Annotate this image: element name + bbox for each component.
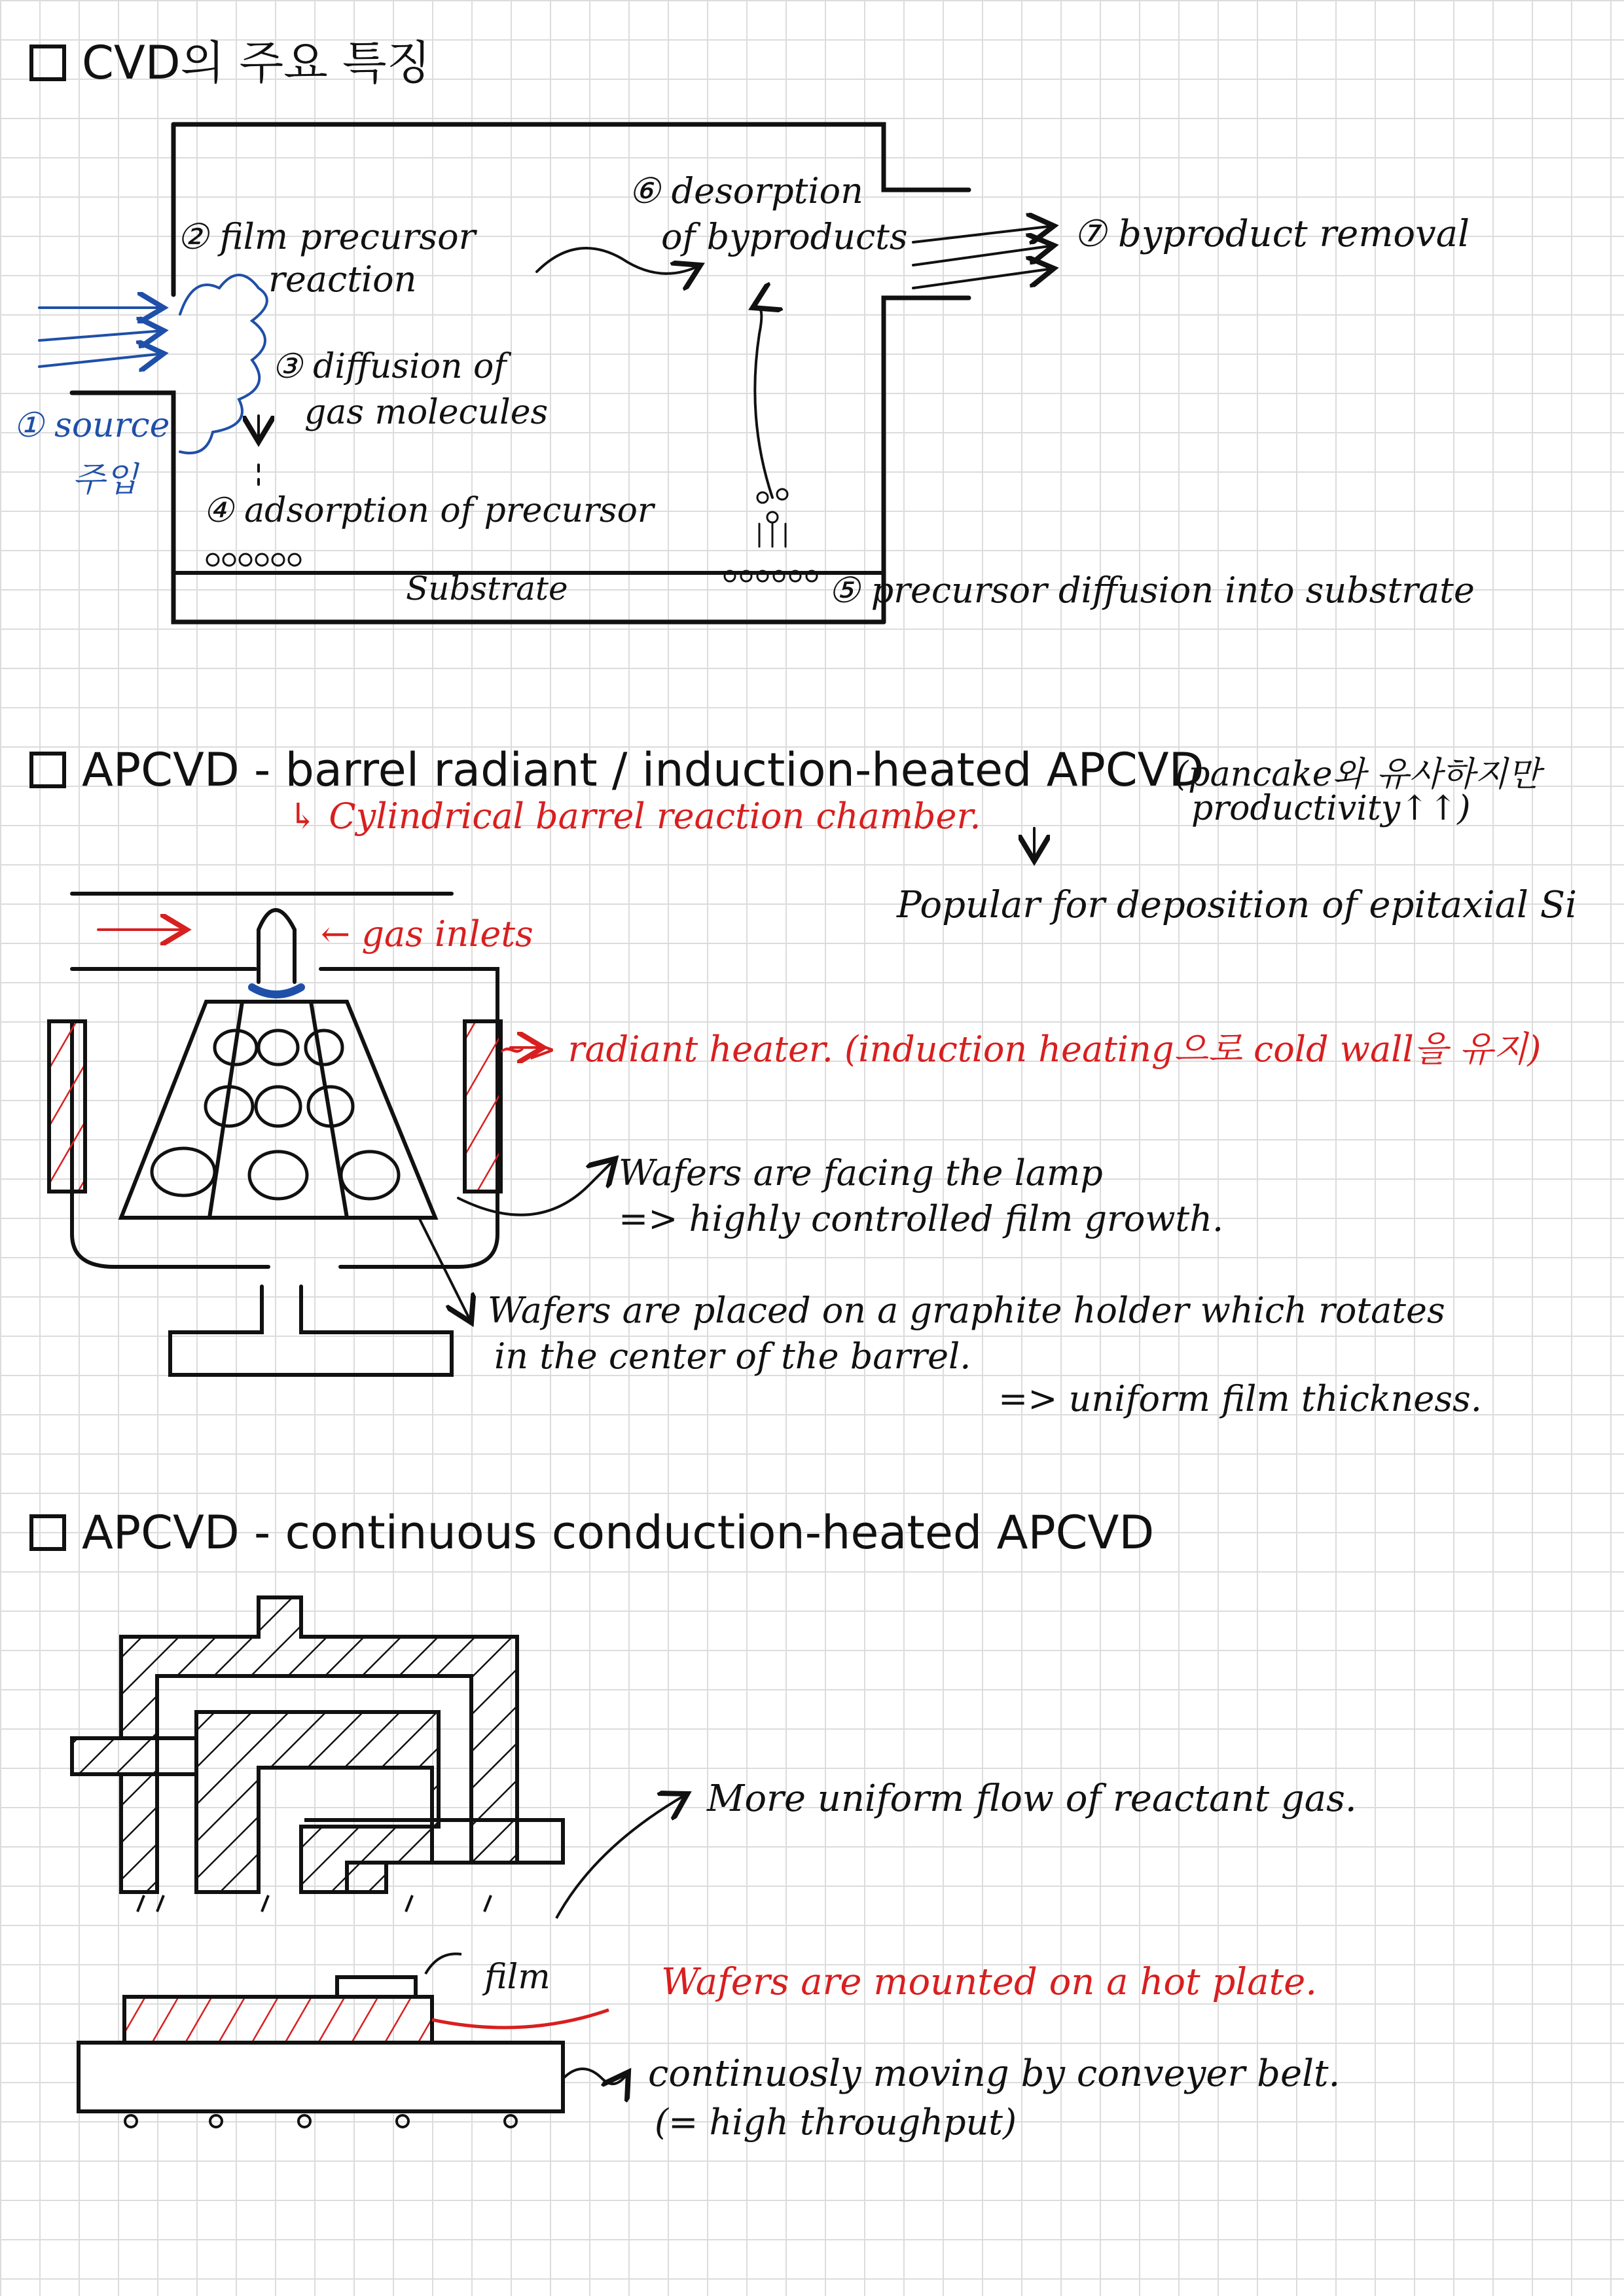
hot-plate-note: Wafers are mounted on a hot plate. — [661, 1961, 1318, 2003]
checkbox-icon — [29, 45, 66, 81]
conveyer-note: continuosly moving by conveyer belt. — [648, 2052, 1341, 2095]
section-title-cvd — [29, 26, 431, 92]
placed-note: Wafers are placed on a graphite holder which rotates — [488, 1290, 1445, 1331]
gas-inlets-label: ← gas inlets — [321, 913, 533, 955]
placed-note-b: in the center of the barrel. — [494, 1336, 971, 1377]
label-step3b: gas molecules — [304, 393, 549, 432]
note-productivity: productivity↑↑) — [1191, 789, 1471, 828]
label-step1-kr: 주입 — [72, 460, 138, 500]
popular-note: Popular for deposition of epitaxial Si — [897, 884, 1578, 926]
section-title-text: CVD의 주요 특징 — [82, 36, 431, 90]
checkbox-icon — [29, 752, 66, 788]
throughput-note: (= high throughput) — [655, 2102, 1017, 2143]
label-step1: ① source — [13, 406, 170, 445]
facing-note: Wafers are facing the lamp — [619, 1152, 1103, 1194]
placed-note-c: => uniform film thickness. — [998, 1378, 1482, 1419]
note-pancake: (pancake와 유사하지만 — [1175, 755, 1541, 794]
barrel-subline: ↳ Cylindrical barrel reaction chamber. — [288, 795, 981, 837]
label-step2b: reaction — [268, 259, 417, 300]
label-substrate: Substrate — [406, 570, 568, 608]
heater-label: ~> radiant heater. (induction heating으로 cold wall을 유지) — [497, 1029, 1542, 1070]
label-step6b: of byproducts — [661, 216, 908, 257]
section-title-continuous — [29, 1506, 1154, 1559]
label-step7: ⑦ byproduct removal — [1074, 213, 1470, 255]
film-label: film — [484, 1958, 550, 1997]
label-step4: ④ adsorption of precursor — [203, 491, 654, 530]
uniform-flow-note: More uniform flow of reactant gas. — [707, 1777, 1357, 1820]
conduction-reactor-diagram — [72, 1597, 687, 2127]
label-step5: ⑤ precursor diffusion into substrate — [828, 570, 1475, 611]
section-title-barrel — [29, 743, 1204, 797]
section-title-text: APCVD - barrel radiant / induction-heated APCVD — [82, 743, 1204, 797]
label-step6: ⑥ desorption — [628, 170, 863, 211]
checkbox-icon — [29, 1514, 66, 1551]
section-title-text: APCVD - continuous conduction-heated APCVD — [82, 1506, 1155, 1559]
cvd-chamber-diagram — [39, 124, 1054, 622]
label-step2: ② film precursor — [177, 216, 476, 257]
facing-note-b: => highly controlled film growth. — [619, 1198, 1224, 1239]
label-step3: ③ diffusion of — [272, 347, 507, 386]
